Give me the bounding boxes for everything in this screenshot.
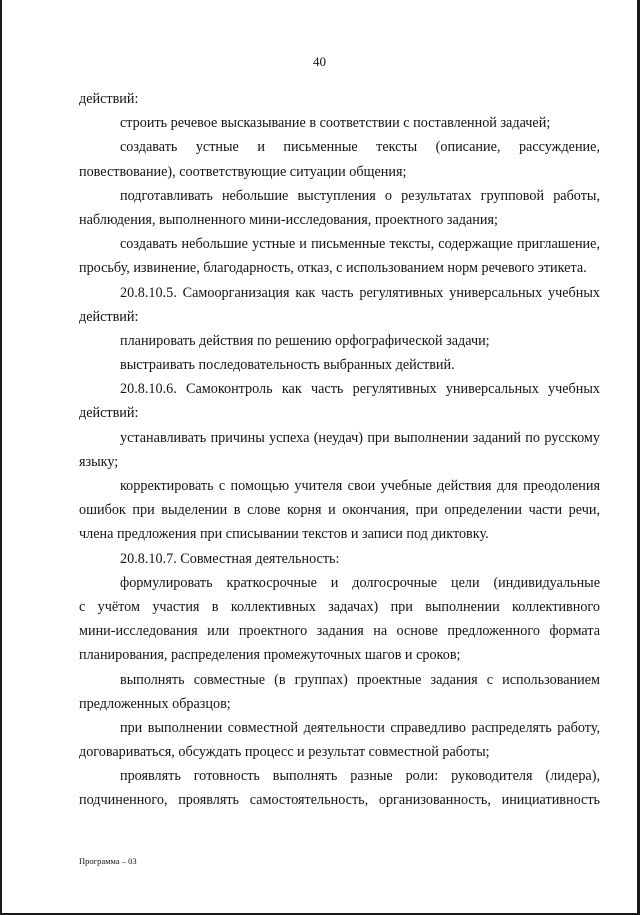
text-line: предложенных образцов;: [79, 695, 231, 712]
text-line: действий:: [79, 308, 139, 325]
text-line: подчиненного, проявлять самостоятельность, организованность, инициативность: [79, 792, 600, 809]
text-line: с учётом участия в коллективных задачах) при выполнении коллективного: [79, 598, 600, 615]
text-line: члена предложения при списывании текстов и записи под диктовку.: [79, 526, 489, 543]
text-line: языку;: [79, 453, 119, 470]
footer-note: Программа – 03: [79, 856, 137, 866]
text-line: проявлять готовность выполнять разные роли: руководителя (лидера),: [120, 768, 600, 785]
text-line: создавать небольшие устные и письменные тексты, содержащие приглашение,: [120, 236, 600, 253]
text-line: 20.8.10.7. Совместная деятельность:: [120, 550, 340, 567]
text-line: действий:: [79, 405, 139, 422]
body-text: [79, 87, 600, 813]
text-line: просьбу, извинение, благодарность, отказ, с использованием норм речевого этикета.: [79, 260, 587, 277]
text-line: мини-исследования или проектного задания на основе предложенного формата: [79, 623, 600, 640]
text-line: 20.8.10.5. Самоорганизация как часть регулятивных универсальных учебных: [120, 284, 600, 301]
text-line: наблюдения, выполненного мини-исследования, проектного задания;: [79, 211, 498, 228]
text-line: повествование), соответствующие ситуации общения;: [79, 163, 407, 180]
text-line: выстраивать последовательность выбранных действий.: [120, 357, 455, 374]
text-line: при выполнении совместной деятельности справедливо распределять работу,: [120, 719, 600, 736]
text-line: строить речевое высказывание в соответствии с поставленной задачей;: [120, 115, 551, 132]
text-line: 20.8.10.6. Самоконтроль как часть регулятивных универсальных учебных: [120, 381, 600, 398]
text-line: устанавливать причины успеха (неудач) при выполнении заданий по русскому: [120, 429, 600, 446]
text-line: формулировать краткосрочные и долгосрочные цели (индивидуальные: [120, 574, 600, 591]
text-line: выполнять совместные (в группах) проектные задания с использованием: [120, 671, 600, 688]
text-line: ошибок при выделении в слове корня и окончания, при определении части речи,: [79, 502, 600, 519]
text-line: договариваться, обсуждать процесс и результат совместной работы;: [79, 744, 490, 761]
text-line: действий:: [79, 91, 139, 107]
text-line: подготавливать небольшие выступления о результатах групповой работы,: [120, 187, 600, 204]
text-line: создавать устные и письменные тексты (описание, рассуждение,: [120, 139, 600, 156]
page-number: 40: [313, 54, 326, 69]
text-line: планирования, распределения промежуточных шагов и сроков;: [79, 647, 461, 664]
text-line: планировать действия по решению орфографической задачи;: [120, 332, 490, 349]
text-line: корректировать с помощью учителя свои учебные действия для преодоления: [120, 478, 600, 494]
